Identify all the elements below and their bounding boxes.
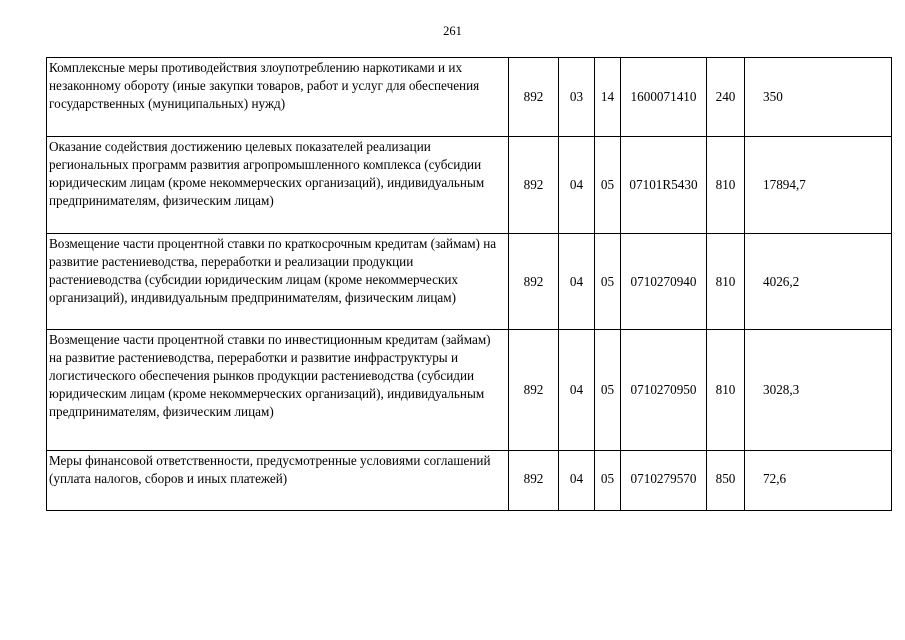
subsection-code: 05 bbox=[595, 234, 621, 330]
expense-type-code: 850 bbox=[707, 451, 745, 511]
expense-type-code: 810 bbox=[707, 234, 745, 330]
table-row bbox=[47, 330, 892, 451]
ministry-code: 892 bbox=[509, 330, 559, 451]
ministry-code: 892 bbox=[509, 451, 559, 511]
section-code: 03 bbox=[559, 58, 595, 137]
table-row bbox=[47, 234, 892, 330]
target-article-code: 1600071410 bbox=[621, 58, 707, 137]
section-code: 04 bbox=[559, 330, 595, 451]
subsection-code: 14 bbox=[595, 58, 621, 137]
target-article-code: 0710279570 bbox=[621, 451, 707, 511]
amount-value: 17894,7 bbox=[745, 137, 892, 234]
amount-value: 4026,2 bbox=[745, 234, 892, 330]
ministry-code: 892 bbox=[509, 58, 559, 137]
row-description: Меры финансовой ответственности, предусмотренные условиями соглашений (уплата налогов, сборов и иных платежей) bbox=[47, 451, 509, 511]
target-article-code: 07101R5430 bbox=[621, 137, 707, 234]
expense-type-code: 240 bbox=[707, 58, 745, 137]
ministry-code: 892 bbox=[509, 137, 559, 234]
subsection-code: 05 bbox=[595, 137, 621, 234]
subsection-code: 05 bbox=[595, 451, 621, 511]
amount-value: 72,6 bbox=[745, 451, 892, 511]
amount-value: 3028,3 bbox=[745, 330, 892, 451]
section-code: 04 bbox=[559, 137, 595, 234]
subsection-code: 05 bbox=[595, 330, 621, 451]
row-description: Возмещение части процентной ставки по инвестиционным кредитам (займам) на развитие растениеводства, переработки и развитие инфраструктуры и логистического обеспечения рынков продукции растениеводства (субсидии юридическим лицам (кроме некоммерческих организаций), индивидуальным предпринимателям, физическим лицам) bbox=[47, 330, 509, 451]
row-description: Возмещение части процентной ставки по краткосрочным кредитам (займам) на развитие растениеводства, переработки и реализации продукции растениеводства (субсидии юридическим лицам (кроме некоммерческих организаций), индивидуальным предпринимателям, физическим лицам) bbox=[47, 234, 509, 330]
budget-table bbox=[46, 57, 892, 511]
row-description: Комплексные меры противодействия злоупотреблению наркотиками и их незаконному обороту (иные закупки товаров, работ и услуг для обеспечения государственных (муниципальных) нужд) bbox=[47, 58, 509, 137]
target-article-code: 0710270940 bbox=[621, 234, 707, 330]
expense-type-code: 810 bbox=[707, 137, 745, 234]
section-code: 04 bbox=[559, 234, 595, 330]
ministry-code: 892 bbox=[509, 234, 559, 330]
page-number: 261 bbox=[443, 24, 462, 38]
expense-type-code: 810 bbox=[707, 330, 745, 451]
target-article-code: 0710270950 bbox=[621, 330, 707, 451]
row-description: Оказание содействия достижению целевых показателей реализации региональных программ развития агропромышленного комплекса (субсидии юридическим лицам (кроме некоммерческих организаций), индивидуальным предпринимателям, физическим лицам) bbox=[47, 137, 509, 234]
amount-value: 350 bbox=[745, 58, 892, 137]
table-row bbox=[47, 58, 892, 137]
section-code: 04 bbox=[559, 451, 595, 511]
table-row bbox=[47, 451, 892, 511]
table-row bbox=[47, 137, 892, 234]
